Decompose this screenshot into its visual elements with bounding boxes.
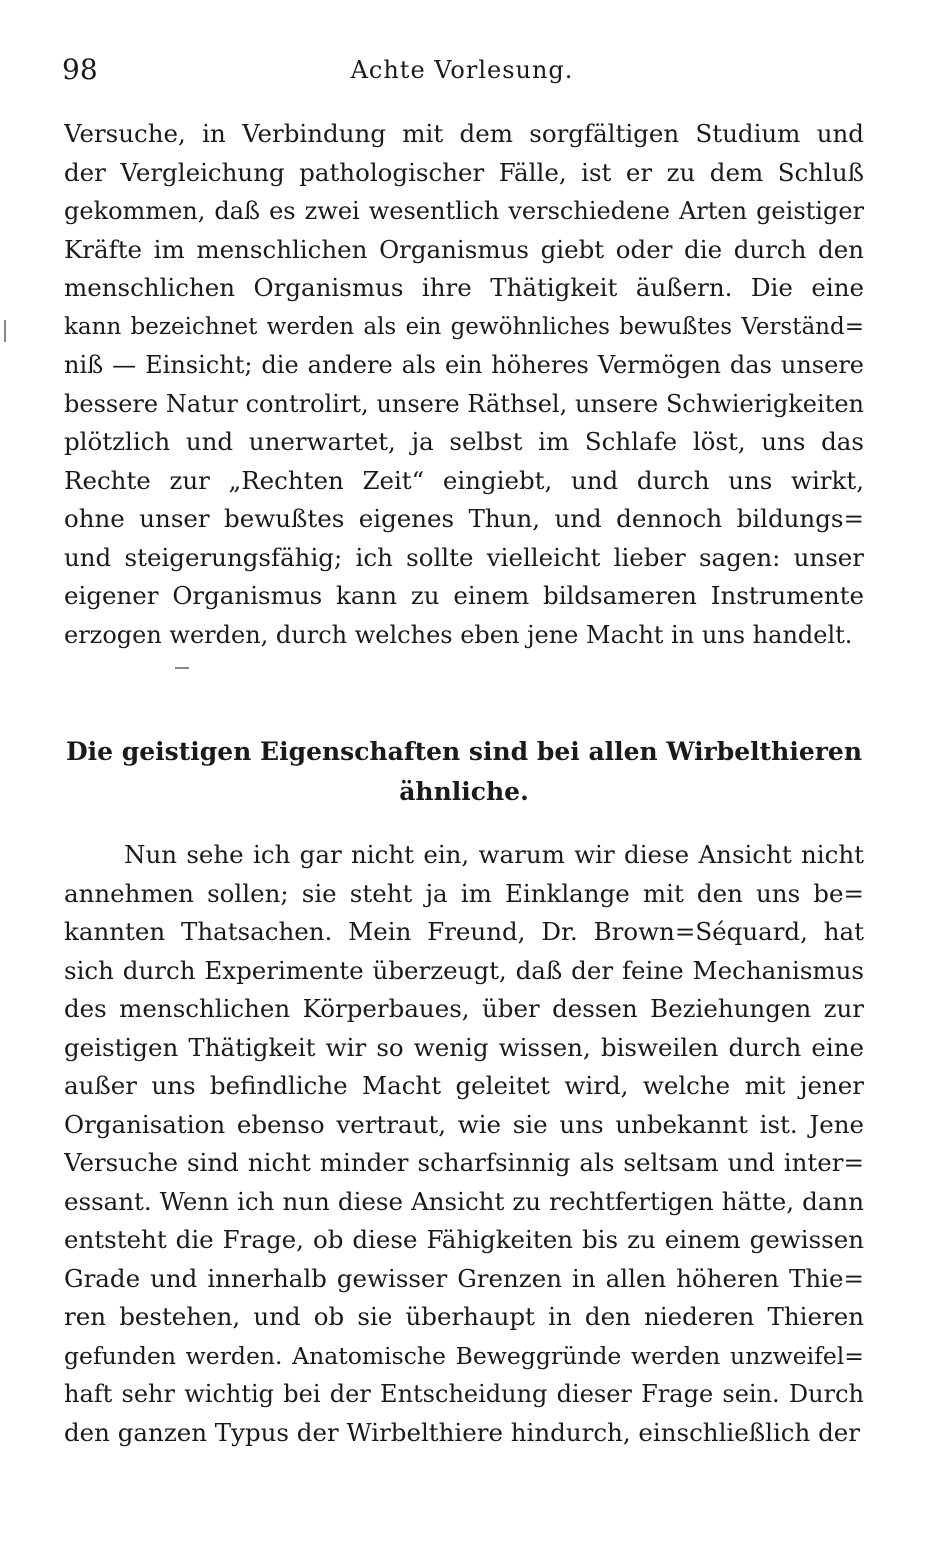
text-line: gekommen, daß es zwei wesentlich verschiedene Arten geistiger [64,197,864,225]
text-line: kann bezeichnet werden als ein gewöhnliches bewußtes Verständ= [64,313,864,340]
text-line: plötzlich und unerwartet, ja selbst im Schlafe löst, uns das [64,427,864,456]
text-line: Organisation ebenso vertraut, wie sie uns unbekannt ist. Jene [64,1109,864,1139]
text-line: der Vergleichung pathologischer Fälle, ist er zu dem Schluß [64,157,864,187]
text-line: bessere Natur controlirt, unsere Räthsel, unsere Schwierigkeiten [64,389,864,418]
text-line: geistigen Thätigkeit wir so wenig wissen, bisweilen durch eine [64,1032,864,1062]
text-line: haft sehr wichtig bei der Entscheidung dieser Frage sein. Durch [64,1380,864,1408]
text-line: annehmen sollen; sie steht ja im Einklange mit den uns be= [64,878,864,908]
page-number: 98 [62,53,98,86]
scan-mark [175,667,189,669]
text-line: Kräfte im menschlichen Organismus giebt oder die durch den [64,234,864,264]
paragraph-1 [64,115,864,654]
paragraph-2 [64,836,864,1452]
text-line: kannten Thatsachen. Mein Freund, Dr. Brown=Séquard, hat [64,917,864,946]
section-heading-line-2: ähnliche. [399,777,529,806]
text-line: den ganzen Typus der Wirbelthiere hindurch, einschließlich der [64,1417,860,1447]
text-line: außer uns befindliche Macht geleitet wird, welche mit jener [64,1071,864,1100]
text-line: menschlichen Organismus ihre Thätigkeit äußern. Die eine [64,273,864,302]
text-line: Rechte zur „Rechten Zeit“ eingiebt, und durch uns wirkt, [64,465,864,495]
text-line: essant. Wenn ich nun diese Ansicht zu rechtfertigen hätte, dann [64,1186,864,1216]
text-line: entsteht die Frage, ob diese Fähigkeiten bis zu einem gewissen [64,1225,864,1254]
text-line: Nun sehe ich gar nicht ein, warum wir diese Ansicht nicht [124,840,864,869]
text-line: eigener Organismus kann zu einem bildsameren Instrumente [64,581,864,610]
text-line: des menschlichen Körperbaues, über dessen Beziehungen zur [64,994,864,1023]
page-header [62,50,862,90]
text-line: ohne unser bewußtes eigenes Thun, und dennoch bildungs= [64,504,864,533]
section-heading-line-1: Die geistigen Eigenschaften sind bei allen Wirbelthieren [66,737,862,766]
scan-mark [4,320,6,342]
text-line: Grade und innerhalb gewisser Grenzen in allen höheren Thie= [64,1263,864,1293]
text-line: erzogen werden, durch welches eben jene Macht in uns handelt. [64,620,853,649]
text-line: Versuche, in Verbindung mit dem sorgfältigen Studium und [64,119,864,148]
text-line: Versuche sind nicht minder scharfsinnig als seltsam und inter= [64,1148,864,1177]
text-line: ren bestehen, und ob sie überhaupt in den niederen Thieren [64,1302,864,1331]
text-line: und steigerungsfähig; ich sollte vielleicht lieber sagen: unser [64,542,864,572]
section-heading [64,732,864,812]
text-line: niß — Einsicht; die andere als ein höheres Vermögen das unsere [64,351,864,379]
text-line: gefunden werden. Anatomische Beweggründe werden unzweifel= [64,1341,864,1370]
text-line: sich durch Experimente überzeugt, daß der feine Mechanismus [64,955,864,985]
running-title: Achte Vorlesung. [350,56,574,84]
